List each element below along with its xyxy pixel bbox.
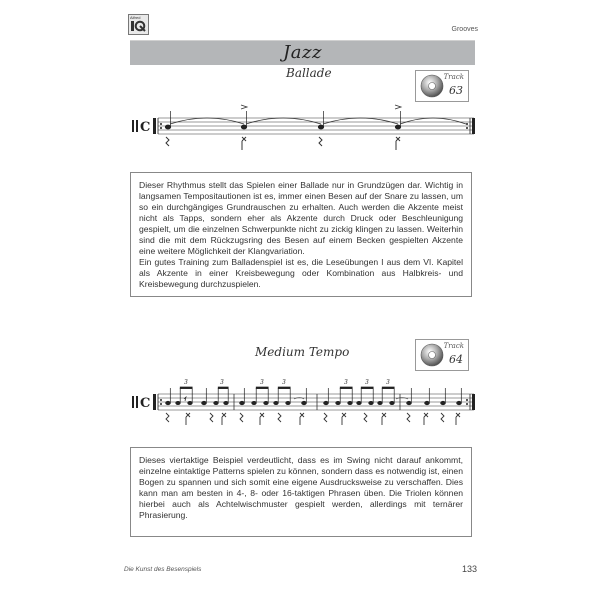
publisher-logo (128, 14, 149, 35)
track-number: 64 (449, 353, 463, 366)
svg-text:3: 3 (260, 379, 264, 386)
track-number: 63 (449, 84, 463, 97)
page-title: Jazz (283, 42, 322, 63)
medium-tempo-description-box (130, 447, 472, 537)
ballade-paragraph-2: Ein gutes Training zum Balladenspiel ist es, die Leseübungen I aus dem VI. Kapitel als Akzente in einer Kreisbewegung oder Kombination aus Halbkreis- und Kreisbewegung durchzuspielen. (139, 257, 463, 289)
svg-text:3: 3 (220, 379, 224, 386)
ballade-notation-staff (128, 100, 478, 155)
percussion-clef-icon (132, 396, 138, 408)
ballade-description-box (130, 172, 472, 297)
percussion-clef-icon (132, 120, 138, 132)
cd-icon (420, 74, 444, 98)
svg-text:3: 3 (282, 379, 286, 386)
track-label: Track (443, 73, 464, 81)
medium-tempo-paragraph-1: Dieses viertaktige Beispiel verdeutlicht, dass es im Swing nicht darauf ankommt, einzelne eintaktige Patterns spielen zu können, sondern dass es notwendig ist, einen Bogen zu spannen und sich somit eine eigene Ausdrucksweise zu verschaffen. Dies kann man am besten in 4-, 8- oder 16-taktigen Phrasen üben. Die Triolen können hierbei auch als Achtelwischmuster gespielt werden, allerdings mit ternärer Phrasierung. (139, 455, 463, 520)
section-subtitle-medium-tempo: Medium Tempo (255, 345, 350, 359)
title-bar (130, 40, 475, 65)
triplet-markings (184, 379, 390, 386)
page-number: 133 (462, 564, 478, 574)
svg-text:3: 3 (184, 379, 188, 386)
footer-book-title: Die Kunst des Besenspiels (124, 566, 202, 573)
section-label: Grooves (451, 26, 478, 33)
track-label: Track (443, 342, 464, 350)
medium-tempo-notation-staff (128, 378, 478, 428)
track-box-63 (415, 70, 469, 102)
time-signature: C (140, 396, 151, 411)
svg-text:3: 3 (365, 379, 369, 386)
track-box-64 (415, 339, 469, 371)
svg-text:3: 3 (344, 379, 348, 386)
publisher-logo-text: Alfred (130, 15, 141, 20)
section-subtitle-ballade: Ballade (286, 66, 332, 80)
svg-text:3: 3 (386, 379, 390, 386)
cd-icon (420, 343, 444, 367)
ballade-paragraph-1: Dieser Rhythmus stellt das Spielen einer Ballade nur in Grundzügen dar. Wichtig in langsamen Tempositautionen ist es, immer einen Besen auf der Snare zu lassen, um so ein durchgängiges Grundrauschen zu erhalten. Auch werden die Akzente meist nicht als Tapps, sondern eher als Akzente durch Druck oder Beschleunigung gespielt, um die einzelnen Schwerpunkte nicht zu zickig klingen zu lassen. Weiterhin sind die mit dem Rückzugsring des Besen auf einem Becken gespielten Akzente eine weitere Möglichkeit der Klangvariation. (139, 180, 463, 256)
time-signature: C (140, 120, 151, 135)
alfred-logo-icon (131, 20, 146, 32)
